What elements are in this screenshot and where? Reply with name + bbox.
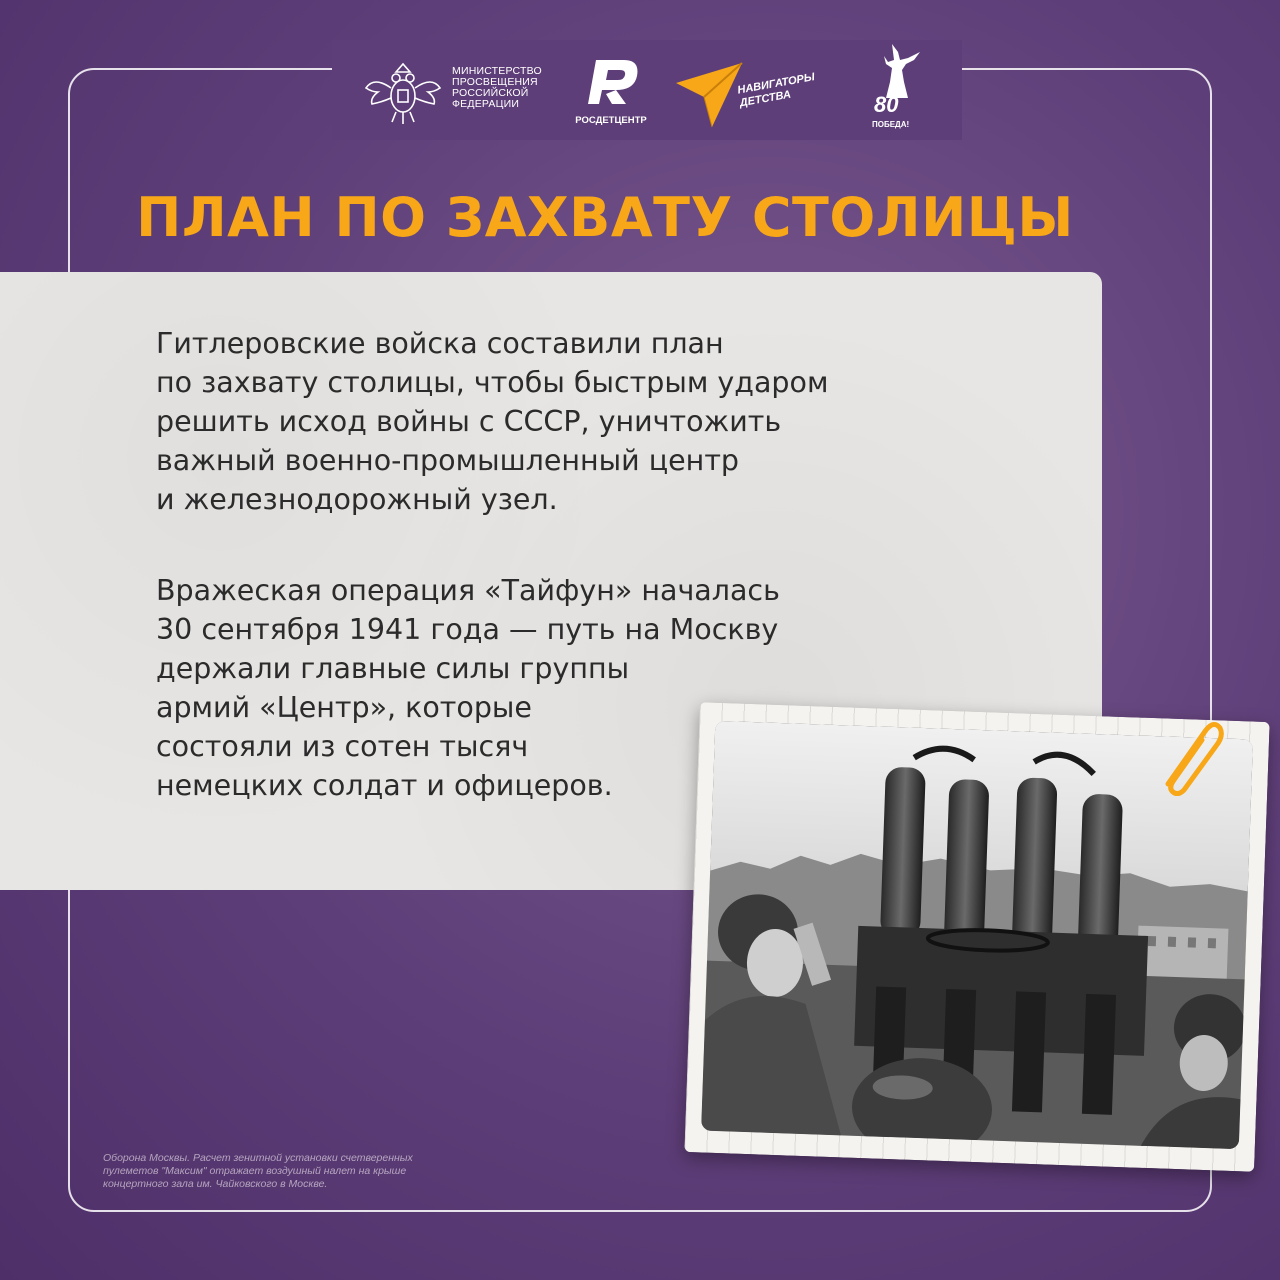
pobeda-label: ПОБЕДА! bbox=[872, 120, 910, 129]
navigators-logo bbox=[672, 55, 852, 131]
pobeda-80-logo bbox=[868, 42, 928, 132]
paragraph-typhoon: Вражеская операция «Тайфун» началась 30 сентября 1941 года — путь на Москву держали главные силы группы армий «Центр», которые состояли из сотен тысяч немецких солдат и офицеров. bbox=[156, 574, 780, 802]
page-title: ПЛАН ПО ЗАХВАТУ СТОЛИЦЫ bbox=[136, 186, 1074, 249]
rosdetcenter-logo bbox=[566, 52, 656, 132]
paper-clip-icon bbox=[1158, 716, 1228, 796]
paper-plane-icon bbox=[672, 55, 744, 131]
navigators-label: НАВИГАТОРЫ ДЕТСТВА bbox=[736, 71, 816, 110]
rosdetcenter-label: РОСДЕТЦЕНТР bbox=[575, 115, 647, 126]
rosdetcenter-r-icon bbox=[566, 52, 656, 114]
eagle-emblem-icon bbox=[360, 58, 446, 128]
photo-caption: Оборона Москвы. Расчет зенитной установки счетверенных пулеметов "Максим" отражает воздушный налет на крыше концертного зала им. Чайковского в Москве. bbox=[103, 1152, 413, 1190]
pobeda-number: 80 bbox=[874, 92, 899, 117]
paragraph-plan: Гитлеровские войска составили план по захвату столицы, чтобы быстрым ударом решить исход войны с СССР, уничтожить важный военно-промышленный центр и железнодорожный узел. bbox=[156, 327, 829, 516]
ministry-name: МИНИСТЕРСТВО ПРОСВЕЩЕНИЯ РОССИЙСКОЙ ФЕДЕРАЦИИ bbox=[452, 65, 542, 110]
ministry-logo bbox=[360, 58, 560, 128]
